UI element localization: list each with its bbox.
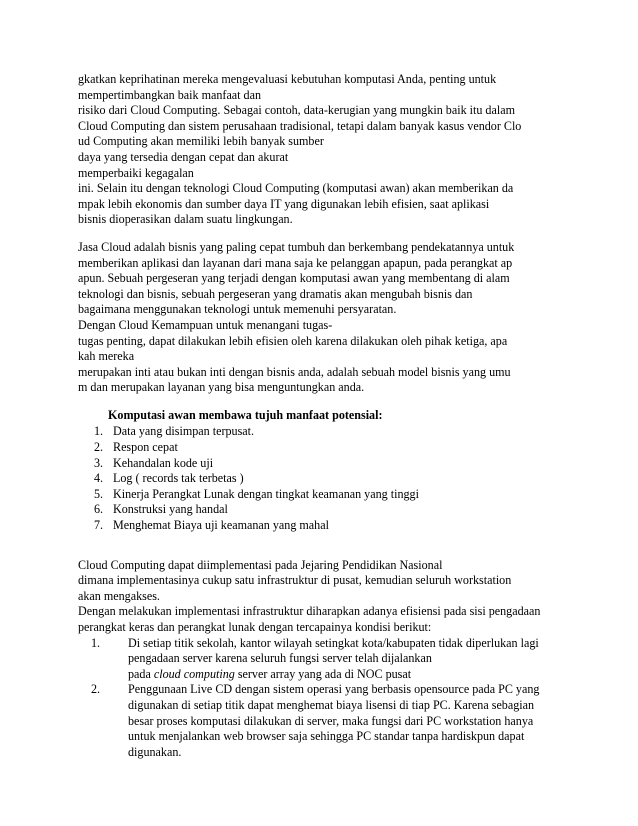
list-number: 7. <box>94 518 104 533</box>
list-item-text: Konstruksi yang handal <box>113 502 228 517</box>
text-line: daya yang tersedia dengan cepat dan akurat <box>78 149 289 164</box>
text-line: Dengan Cloud Kemampuan untuk menangani tugas- <box>78 317 333 332</box>
conditions-list <box>78 636 564 761</box>
text-span: server array yang ada di NOC pusat <box>234 666 412 681</box>
list-item-text: Log ( records tak terbetas ) <box>113 471 244 486</box>
text-line: mpak lebih ekonomis dan sumber daya IT yang digunakan lebih efisien, saat aplikasi <box>78 196 490 211</box>
text-line: Dengan melakukan implementasi infrastruktur diharapkan adanya efisiensi pada sisi pengadaan <box>78 604 541 619</box>
paragraph-spacer <box>78 396 564 408</box>
text-line: pengadaan server karena seluruh fungsi server telah dijalankan <box>128 651 432 666</box>
text-line: bisnis dioperasikan dalam suatu lingkungan. <box>78 212 293 227</box>
text-line: Di setiap titik sekolah, kantor wilayah setingkat kota/kabupaten tidak diperlukan lagi <box>128 635 539 650</box>
text-line: apun. Sebuah pergeseran yang terjadi dengan komputasi awan yang membentang di alam <box>78 271 510 286</box>
list-item <box>78 440 564 456</box>
text-line: memberikan aplikasi dan layanan dari mana saja ke pelanggan apapun, pada perangkat ap <box>78 255 513 270</box>
list-number: 1. <box>94 424 104 439</box>
text-line: Cloud Computing dapat diimplementasi pada Jejaring Pendidikan Nasional <box>78 557 443 572</box>
text-line: risiko dari Cloud Computing. Sebagai contoh, data-kerugian yang mungkin baik itu dalam <box>78 103 515 118</box>
text-line: dimana implementasinya cukup satu infrastruktur di pusat, kemudian seluruh workstation <box>78 573 512 588</box>
list-item-text: Menghemat Biaya uji keamanan yang mahal <box>113 518 329 533</box>
text-line: mempertimbangkan baik manfaat dan <box>78 87 262 102</box>
paragraph-cloud-risks <box>78 72 564 228</box>
list-item <box>78 471 564 487</box>
paragraph-spacer <box>78 228 564 240</box>
list-number: 3. <box>94 455 104 470</box>
paragraph-implementation <box>78 558 564 636</box>
text-span: pada <box>128 666 154 681</box>
text-line: Penggunaan Live CD dengan sistem operasi yang berbasis opensource pada PC yang <box>128 682 540 697</box>
list-number: 2. <box>91 682 101 697</box>
list-item-text: Respon cepat <box>113 440 178 455</box>
benefits-heading: Komputasi awan membawa tujuh manfaat potensial: <box>108 407 383 422</box>
text-line: kah mereka <box>78 349 135 364</box>
list-item <box>78 518 564 534</box>
list-number: 2. <box>94 440 104 455</box>
document-page <box>78 72 564 760</box>
text-line: Jasa Cloud adalah bisnis yang paling cepat tumbuh dan berkembang pendekatannya untuk <box>78 239 515 254</box>
text-line: bagaimana menggunakan teknologi untuk memenuhi persyaratan. <box>78 302 397 317</box>
text-line: ini. Selain itu dengan teknologi Cloud Computing (komputasi awan) akan memberikan da <box>78 181 514 196</box>
list-number: 1. <box>91 635 101 650</box>
list-item <box>78 456 564 472</box>
text-line: tugas penting, dapat dilakukan lebih efisien oleh karena dilakukan oleh pihak ketiga, apa <box>78 333 508 348</box>
list-number: 6. <box>94 502 104 517</box>
list-item <box>78 636 564 683</box>
text-line: gkatkan keprihatinan mereka mengevaluasi kebutuhan komputasi Anda, penting untuk <box>78 72 497 86</box>
paragraph-cloud-services <box>78 240 564 396</box>
list-number: 4. <box>94 471 104 486</box>
list-item <box>78 487 564 503</box>
text-line: besar proses komputasi dilakukan di server, maka fungsi dari PC workstation hanya <box>128 713 534 728</box>
paragraph-spacer <box>78 534 564 558</box>
list-item-text: Kehandalan kode uji <box>113 455 214 470</box>
emphasis-text: cloud computing <box>153 666 235 681</box>
list-number: 5. <box>94 486 104 501</box>
text-line <box>128 667 564 683</box>
text-line: memperbaiki kegagalan <box>78 165 194 180</box>
benefits-list <box>78 424 564 533</box>
benefits-section <box>78 408 564 534</box>
list-item <box>78 424 564 440</box>
text-line: perangkat keras dan perangkat lunak dengan tercapainya kondisi berikut: <box>78 620 432 634</box>
list-item-text: Kinerja Perangkat Lunak dengan tingkat keamanan yang tinggi <box>113 486 419 501</box>
text-line: untuk menjalankan web browser saja sehingga PC standar tanpa hardiskpun dapat <box>128 729 525 744</box>
text-line: ud Computing akan memiliki lebih banyak sumber <box>78 134 324 149</box>
list-item-text: Data yang disimpan terpusat. <box>113 424 255 439</box>
text-line: m dan merupakan layanan yang bisa menguntungkan anda. <box>78 380 365 395</box>
text-line: digunakan. <box>128 744 182 759</box>
list-item <box>78 502 564 518</box>
text-line: merupakan inti atau bukan inti dengan bisnis anda, adalah sebuah model bisnis yang umu <box>78 364 511 379</box>
text-line: Cloud Computing dan sistem perusahaan tradisional, tetapi dalam banyak kasus vendor Clo <box>78 118 522 133</box>
text-line: akan mengakses. <box>78 588 160 603</box>
list-item <box>78 682 564 760</box>
text-line: digunakan di setiap titik dapat menghemat biaya lisensi di tiap PC. Karena sebagian <box>128 697 535 712</box>
text-line: teknologi dan bisnis, sebuah pergeseran yang dramatis akan mengubah bisnis dan <box>78 286 473 301</box>
